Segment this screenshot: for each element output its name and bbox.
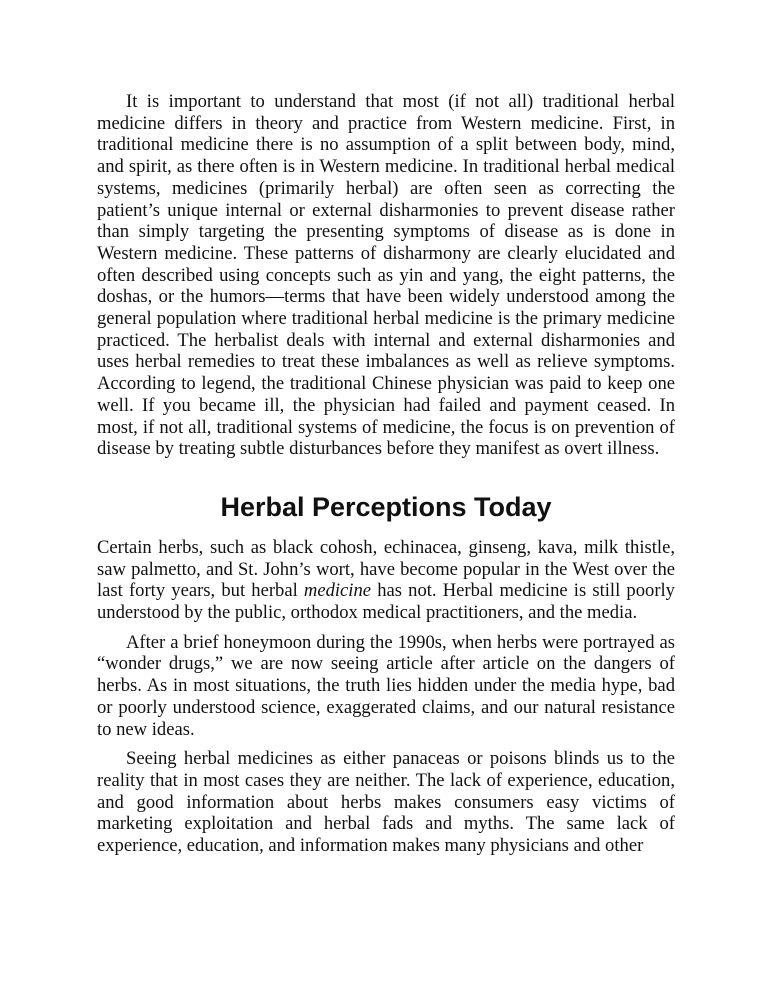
- document-page: [97, 91, 675, 857]
- emphasized-word: medicine: [303, 580, 372, 602]
- section-heading: Herbal Perceptions Today: [220, 491, 552, 522]
- herbs-popularity-paragraph: [97, 537, 675, 624]
- panaceas-paragraph: Seeing herbal medicines as either panaceas or poisons blinds us to the reality that in most cases they are neither. The lack of experience, education, and good information about herbs makes consumers easy victims of marketing exploitation and herbal fads and myths. The same lack of experience, education, and information makes many physicians and other: [97, 748, 675, 857]
- media-paragraph: After a brief honeymoon during the 1990s, when herbs were portrayed as “wonder drugs,” we are now seeing article after article on the dangers of herbs. As in most situations, the truth lies hidden under the media hype, bad or poorly understood science, exaggerated claims, and our natural resistance to new ideas.: [97, 631, 675, 740]
- paragraph-text-before-emphasis: Certain herbs, such as black cohosh, echinacea, ginseng, kava, milk thistle, saw palmetto, and St. John’s wort, have become popular in the West over the last forty years, but herbal: [97, 536, 675, 602]
- intro-paragraph: It is important to understand that most (if not all) traditional herbal medicine differs in theory and practice from Western medicine. First, in traditional medicine there is no assumption of a split between body, mind, and spirit, as there often is in Western medicine. In traditional herbal medical systems, medicines (primarily herbal) are often seen as correcting the patient’s unique internal or external disharmonies to prevent disease rather than simply targeting the presenting symptoms of disease as is done in Western medicine. These patterns of disharmony are clearly elucidated and often described using concepts such as yin and yang, the eight patterns, the doshas, or the humors—terms that have been widely understood among the general population where traditional herbal medicine is the primary medicine practiced. The herbalist deals with internal and external disharmonies and uses herbal remedies to treat these imbalances as well as relieve symptoms. According to legend, the traditional Chinese physician was paid to keep one well. If you became ill, the physician had failed and payment ceased. In most, if not all, traditional systems of medicine, the focus is on prevention of disease by treating subtle disturbances before they manifest as overt illness.: [97, 91, 675, 460]
- paragraph-text-after-emphasis: has not. Herbal medicine is still poorly understood by the public, orthodox medical practitioners, and the media.: [97, 580, 675, 624]
